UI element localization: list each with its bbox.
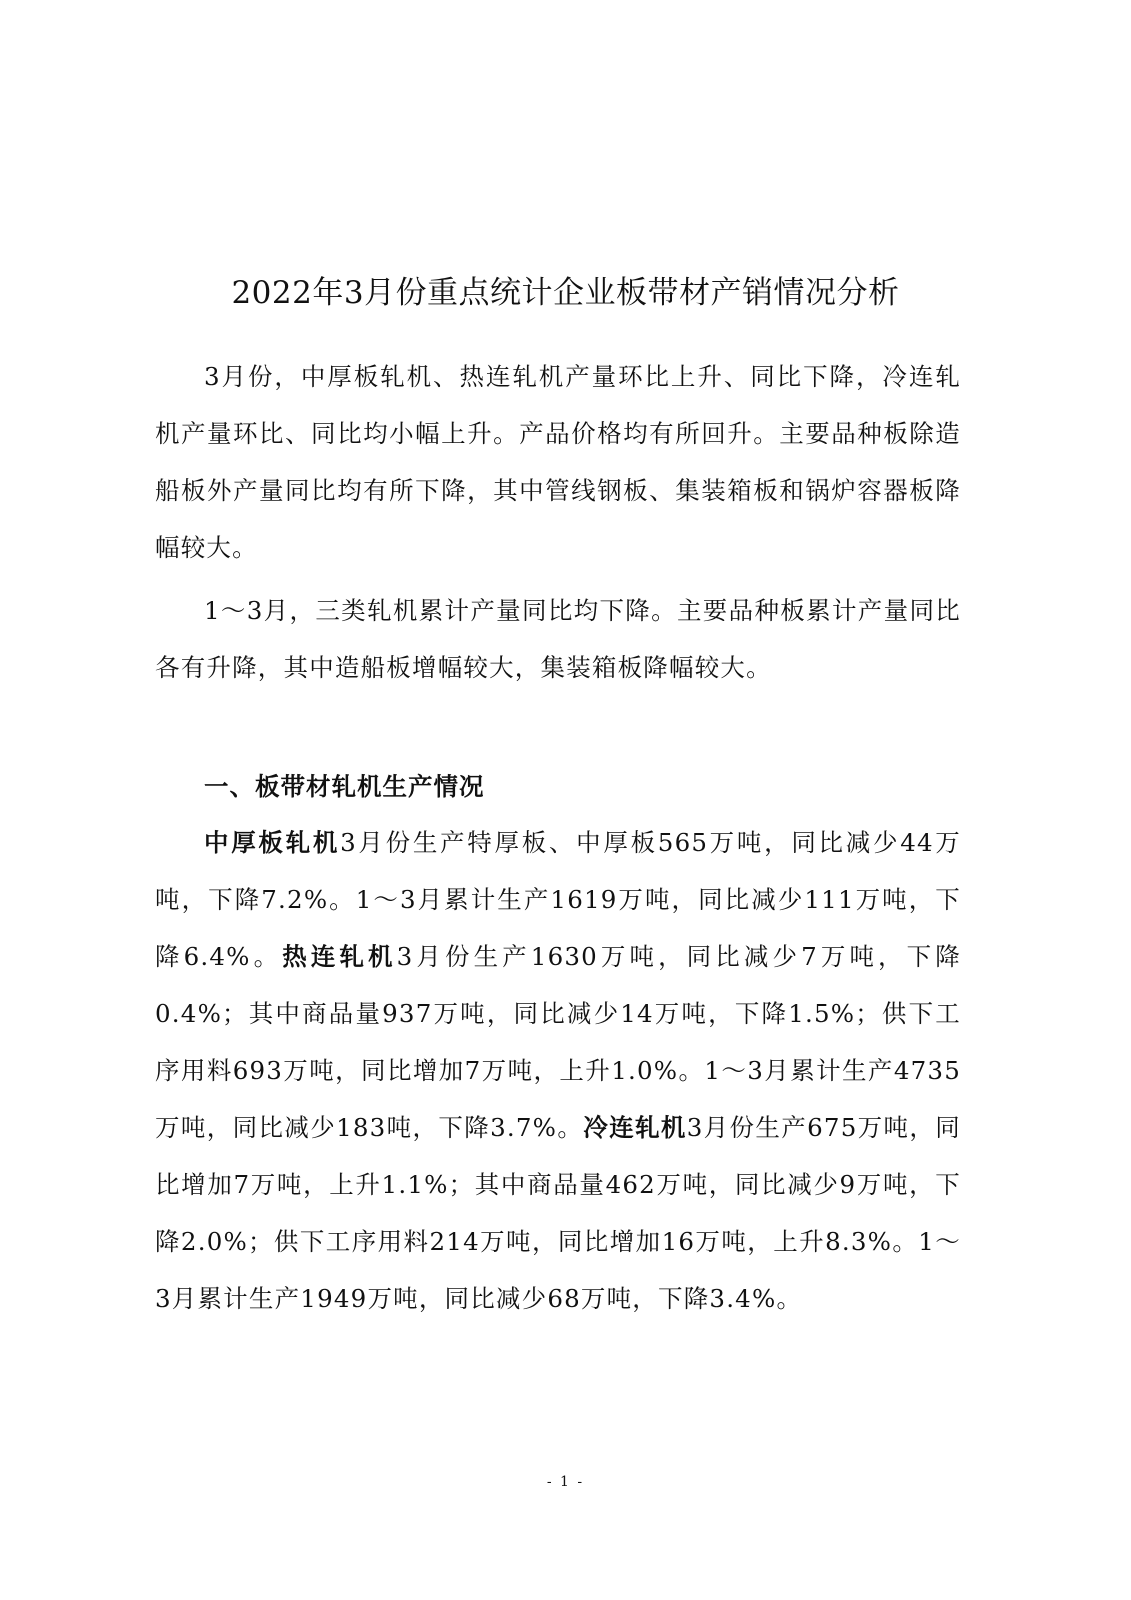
run-text-plate-mill: 3月份生产特厚板、中厚板565万吨，同比减少44万吨，下降7.2%。1～3月累计生产1619万吨，同比减少111万吨，下降6.4%。 xyxy=(155,828,961,971)
section-heading: 一、板带材轧机生产情况 xyxy=(204,772,485,801)
intro-paragraph-1: 3月份，中厚板轧机、热连轧机产量环比上升、同比下降，冷连轧机产量环比、同比均小幅上升。产品价格均有所回升。主要品种板除造船板外产量同比均有所下降，其中管线钢板、集装箱板和锅炉容器板降幅较大。 xyxy=(155,362,961,562)
document-title: 2022年3月份重点统计企业板带材产销情况分析 xyxy=(231,275,900,311)
page-number: - 1 - xyxy=(546,1474,585,1490)
run-label-plate-mill: 中厚板轧机 xyxy=(204,828,341,857)
run-text-cold-strip-mill: 3月份生产675万吨，同比增加7万吨，上升1.1%；其中商品量462万吨，同比减少9万吨，下降2.0%；供下工序用料214万吨，同比增加16万吨，上升8.3%。1～3月累计生产1949万吨，同比减少68万吨，下降3.4%。 xyxy=(155,1113,961,1313)
run-label-cold-strip-mill: 冷连轧机 xyxy=(583,1113,687,1142)
run-text-hot-strip-mill: 3月份生产1630万吨，同比减少7万吨，下降0.4%；其中商品量937万吨，同比减少14万吨，下降1.5%；供下工序用料693万吨，同比增加7万吨，上升1.0%。1～3月累计生产4735万吨，同比减少183吨，下降3.7%。 xyxy=(155,942,961,1142)
run-label-hot-strip-mill: 热连轧机 xyxy=(282,942,397,971)
section-paragraph xyxy=(155,814,961,1327)
intro-paragraph-2: 1～3月，三类轧机累计产量同比均下降。主要品种板累计产量同比各有升降，其中造船板增幅较大，集装箱板降幅较大。 xyxy=(155,596,961,682)
